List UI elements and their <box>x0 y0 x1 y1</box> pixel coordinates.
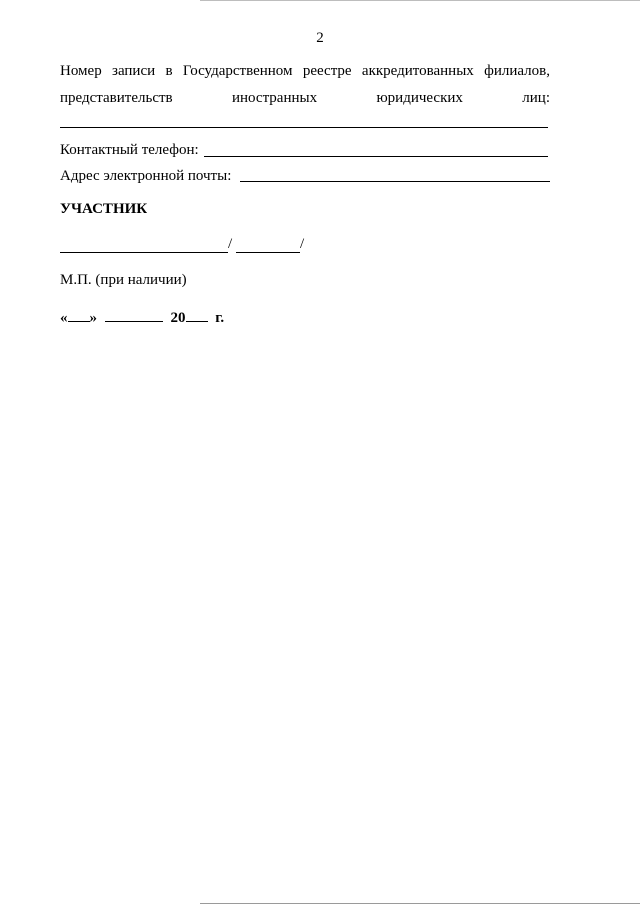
registry-word: иностранных <box>231 90 318 106</box>
registry-word: Государственном <box>182 63 293 79</box>
signature-slash: / <box>300 236 305 252</box>
phone-label: Контактный телефон: <box>60 142 199 158</box>
year-suffix: г. <box>215 310 225 326</box>
stamp-label: М.П. (при наличии) <box>60 272 187 288</box>
email-label: Адрес электронной почты: <box>60 168 232 184</box>
registry-line-2 <box>60 90 550 107</box>
scan-edge-bottom <box>200 903 640 904</box>
day-blank[interactable] <box>68 307 90 322</box>
registry-word: записи <box>112 63 156 79</box>
date-line <box>60 307 224 327</box>
email-blank[interactable] <box>240 181 550 182</box>
registry-word: представительств <box>60 90 173 106</box>
date-open-quote: « <box>60 310 68 326</box>
registry-word: реестре <box>302 63 352 79</box>
registry-word: лиц: <box>522 90 550 106</box>
signature-name-blank[interactable] <box>236 252 300 253</box>
year-blank[interactable] <box>186 307 208 322</box>
registry-word: в <box>165 63 173 79</box>
year-prefix: 20 <box>170 310 186 326</box>
registry-word: филиалов, <box>484 63 550 79</box>
date-close-quote: » <box>89 310 97 326</box>
signature-blank[interactable] <box>60 252 228 253</box>
registry-word: аккредитованных <box>361 63 474 79</box>
participant-heading: УЧАСТНИК <box>60 201 148 217</box>
registry-line-1 <box>60 63 550 80</box>
phone-blank[interactable] <box>204 156 548 157</box>
scan-edge-top <box>200 0 640 1</box>
registry-word: юридических <box>376 90 463 106</box>
registry-number-blank[interactable] <box>60 127 548 128</box>
signature-slash: / <box>228 236 233 252</box>
registry-word: Номер <box>60 63 102 79</box>
page-number: 2 <box>316 30 324 46</box>
month-blank[interactable] <box>105 307 163 322</box>
